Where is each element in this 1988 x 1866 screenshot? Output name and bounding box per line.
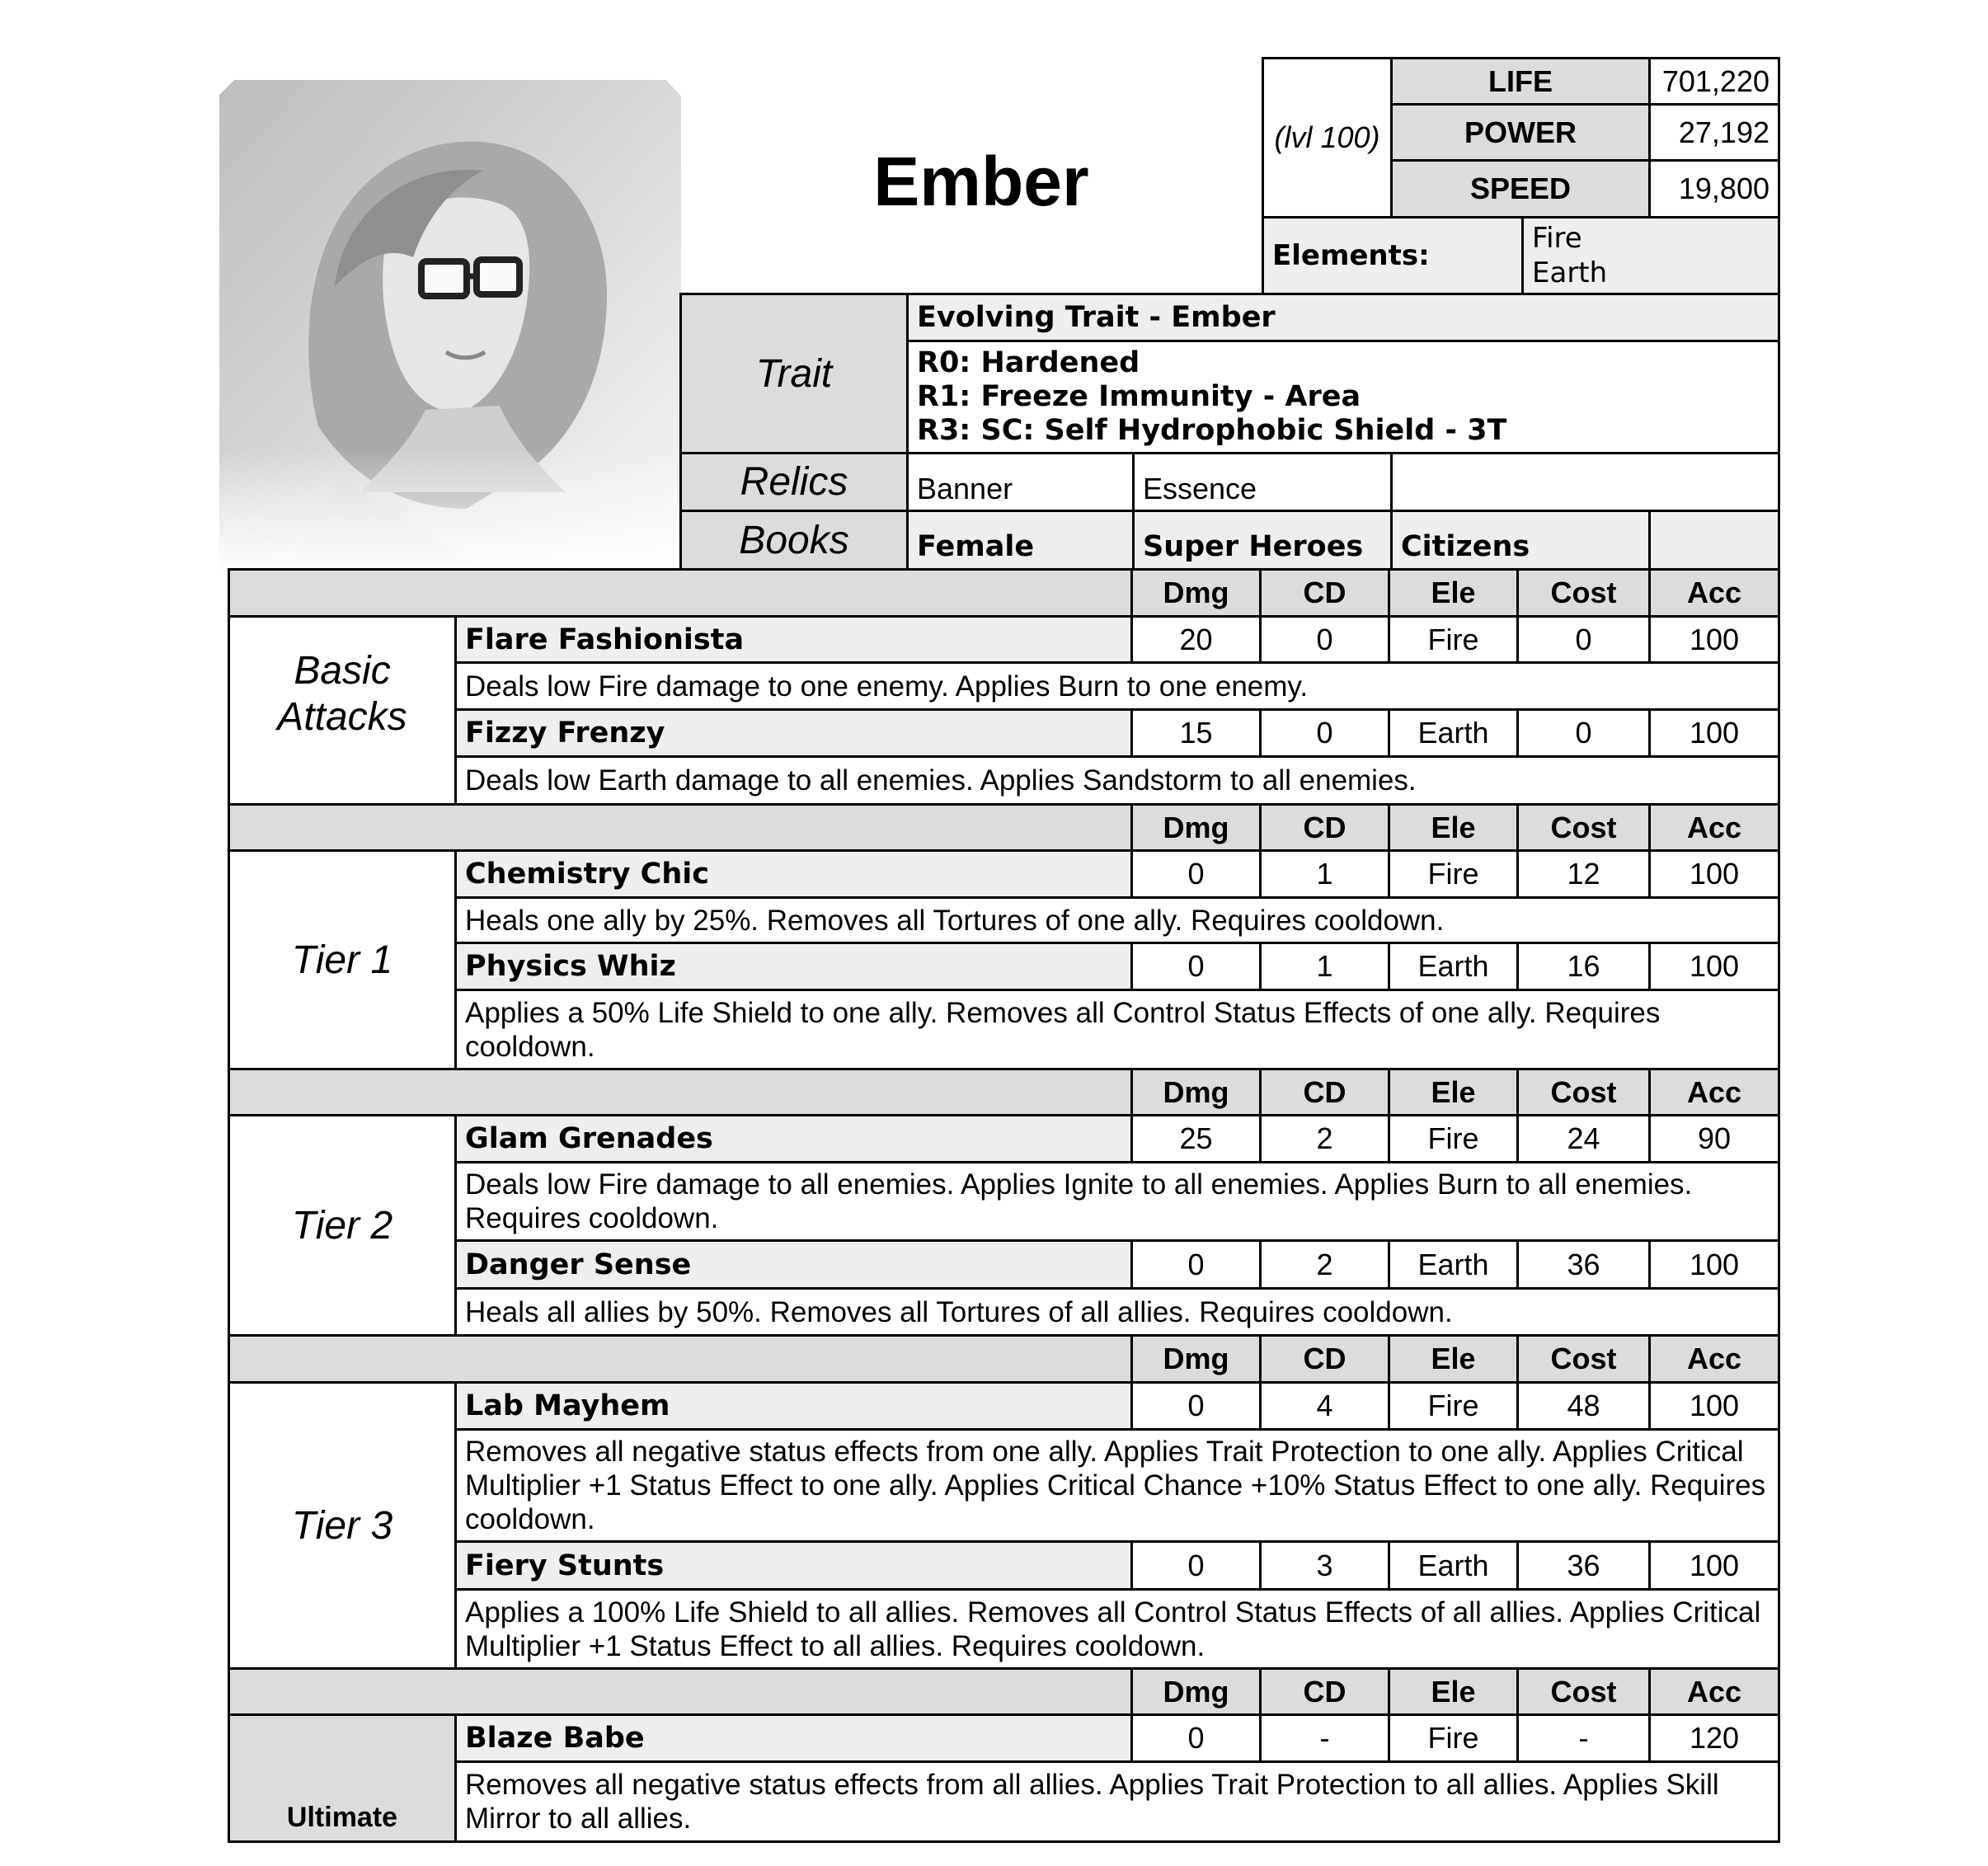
skill-ele: Fire [1388, 1381, 1519, 1431]
skill-cd: 2 [1259, 1114, 1390, 1163]
col-header-cd: CD [1259, 1334, 1390, 1384]
skill-name: Fiery Stunts [454, 1540, 1133, 1591]
section-header-bar [228, 1334, 1133, 1384]
skill-cost: 36 [1516, 1239, 1651, 1290]
skill-ele: Earth [1388, 942, 1519, 991]
col-header-cost: Cost [1516, 1334, 1651, 1384]
skill-cd: 3 [1259, 1540, 1390, 1591]
skill-dmg: 0 [1130, 942, 1262, 991]
skill-cost: 0 [1516, 615, 1651, 664]
col-header-ele: Ele [1388, 568, 1519, 618]
trait-rank-r0: R0: Hardened [917, 346, 1140, 379]
trait-ranks [906, 340, 1780, 454]
trait-title: Evolving Trait - Ember [906, 293, 1780, 342]
hero-level: (lvl 100) [1262, 57, 1393, 219]
skill-dmg: 20 [1130, 615, 1262, 664]
skill-ele: Fire [1388, 615, 1519, 664]
skill-acc: 100 [1648, 849, 1780, 899]
col-header-cost: Cost [1516, 803, 1651, 852]
skill-name: Blaze Babe [454, 1713, 1133, 1763]
skill-dmg: 0 [1130, 1540, 1262, 1591]
skill-name: Chemistry Chic [454, 849, 1133, 899]
skill-name: Flare Fashionista [454, 615, 1133, 664]
relic-1: Banner [906, 452, 1135, 512]
book-3: Citizens [1390, 510, 1651, 571]
col-header-ele: Ele [1388, 803, 1519, 852]
trait-rank-r3: R3: SC: Self Hydrophobic Shield - 3T [917, 414, 1507, 447]
stat-life-value: 701,220 [1648, 57, 1780, 106]
stat-speed-label: SPEED [1390, 159, 1651, 219]
skill-name: Danger Sense [454, 1239, 1133, 1290]
skill-cd: 1 [1259, 942, 1390, 991]
books-label: Books [679, 510, 909, 571]
skill-name: Physics Whiz [454, 942, 1133, 991]
elements-label: Elements: [1262, 216, 1524, 295]
skill-cd: 1 [1259, 849, 1390, 899]
stat-power-label: POWER [1390, 103, 1651, 162]
skill-dmg: 25 [1130, 1114, 1262, 1163]
skill-ele: Fire [1388, 1713, 1519, 1763]
col-header-dmg: Dmg [1130, 1068, 1262, 1116]
hero-portrait-icon [219, 80, 681, 571]
skill-acc: 90 [1648, 1114, 1780, 1163]
trait-label: Trait [679, 293, 909, 454]
element-earth: Earth [1532, 256, 1608, 289]
hero-name: Ember [873, 142, 1089, 220]
skill-ele: Earth [1388, 708, 1519, 758]
skill-ele: Fire [1388, 1114, 1519, 1163]
skill-cost: - [1516, 1713, 1651, 1763]
skill-cost: 0 [1516, 708, 1651, 758]
book-1: Female [906, 510, 1135, 571]
section-header-bar [228, 1068, 1133, 1116]
col-header-acc: Acc [1648, 1667, 1780, 1716]
skill-cost: 36 [1516, 1540, 1651, 1591]
col-header-cd: CD [1259, 1667, 1390, 1716]
skill-cd: 0 [1259, 708, 1390, 758]
col-header-dmg: Dmg [1130, 568, 1262, 618]
skill-acc: 100 [1648, 1239, 1780, 1290]
col-header-cost: Cost [1516, 568, 1651, 618]
section-label-basic-attacks: Basic Attacks [228, 615, 457, 806]
skill-description: Deals low Earth damage to all enemies. Applies Sandstorm to all enemies. [454, 755, 1780, 806]
section-header-bar [228, 803, 1133, 852]
skill-description: Heals one ally by 25%. Removes all Tortures of one ally. Requires cooldown. [454, 896, 1780, 944]
col-header-acc: Acc [1648, 1068, 1780, 1116]
skill-description: Heals all allies by 50%. Removes all Tortures of all allies. Requires cooldown. [454, 1287, 1780, 1337]
section-label-tier-3: Tier 3 [228, 1381, 457, 1670]
relic-3 [1390, 452, 1780, 512]
element-fire: Fire [1532, 222, 1582, 255]
col-header-ele: Ele [1388, 1334, 1519, 1384]
skill-cd: - [1259, 1713, 1390, 1763]
elements-values [1521, 216, 1780, 295]
section-label-tier-2: Tier 2 [228, 1114, 457, 1337]
skill-cost: 12 [1516, 849, 1651, 899]
skill-description: Deals low Fire damage to all enemies. Applies Ignite to all enemies. Applies Burn to all enemies. Requires cooldown. [454, 1161, 1780, 1242]
trait-rank-r1: R1: Freeze Immunity - Area [917, 380, 1361, 413]
skill-acc: 120 [1648, 1713, 1780, 1763]
section-header-bar [228, 1667, 1133, 1716]
col-header-dmg: Dmg [1130, 1667, 1262, 1716]
skill-cd: 2 [1259, 1239, 1390, 1290]
skill-description: Applies a 100% Life Shield to all allies. Removes all Control Status Effects of all allies. Applies Critical Multiplier +1 Status Effect to all allies. Requires cooldown. [454, 1588, 1780, 1670]
skill-cd: 4 [1259, 1381, 1390, 1431]
skill-description: Applies a 50% Life Shield to one ally. Removes all Control Status Effects of one ally. Requires cooldown. [454, 989, 1780, 1070]
section-label-tier-1: Tier 1 [228, 849, 457, 1070]
section-label-ultimate: Ultimate [228, 1713, 457, 1843]
book-4 [1648, 510, 1780, 571]
col-header-cd: CD [1259, 568, 1390, 618]
col-header-cost: Cost [1516, 1068, 1651, 1116]
skill-ele: Fire [1388, 849, 1519, 899]
col-header-acc: Acc [1648, 1334, 1780, 1384]
skill-description: Removes all negative status effects from all allies. Applies Trait Protection to all allies. Applies Skill Mirror to all allies. [454, 1760, 1780, 1843]
relics-label: Relics [679, 452, 909, 512]
skill-dmg: 15 [1130, 708, 1262, 758]
relic-2: Essence [1132, 452, 1393, 512]
skill-name: Fizzy Frenzy [454, 708, 1133, 758]
skill-ele: Earth [1388, 1540, 1519, 1591]
skill-dmg: 0 [1130, 1381, 1262, 1431]
skill-cd: 0 [1259, 615, 1390, 664]
col-header-acc: Acc [1648, 803, 1780, 852]
skill-acc: 100 [1648, 1540, 1780, 1591]
skill-acc: 100 [1648, 942, 1780, 991]
skill-acc: 100 [1648, 615, 1780, 664]
skill-dmg: 0 [1130, 849, 1262, 899]
skill-dmg: 0 [1130, 1239, 1262, 1290]
section-header-bar [228, 568, 1133, 618]
stat-speed-value: 19,800 [1648, 159, 1780, 219]
col-header-dmg: Dmg [1130, 803, 1262, 852]
col-header-ele: Ele [1388, 1068, 1519, 1116]
skill-cost: 16 [1516, 942, 1651, 991]
col-header-cd: CD [1259, 1068, 1390, 1116]
book-2: Super Heroes [1132, 510, 1393, 571]
skill-ele: Earth [1388, 1239, 1519, 1290]
stat-life-label: LIFE [1390, 57, 1651, 106]
skill-name: Lab Mayhem [454, 1381, 1133, 1431]
col-header-dmg: Dmg [1130, 1334, 1262, 1384]
skill-name: Glam Grenades [454, 1114, 1133, 1163]
col-header-cd: CD [1259, 803, 1390, 852]
skill-cost: 24 [1516, 1114, 1651, 1163]
skill-acc: 100 [1648, 1381, 1780, 1431]
col-header-cost: Cost [1516, 1667, 1651, 1716]
skill-acc: 100 [1648, 708, 1780, 758]
skill-cost: 48 [1516, 1381, 1651, 1431]
stat-power-value: 27,192 [1648, 103, 1780, 162]
col-header-ele: Ele [1388, 1667, 1519, 1716]
skill-description: Removes all negative status effects from one ally. Applies Trait Protection to one ally. Applies Critical Multiplier +1 Status Effect to one ally. Applies Critical Chance +10% Status Effect to one ally. Requires cooldown. [454, 1428, 1780, 1543]
col-header-acc: Acc [1648, 568, 1780, 618]
skill-description: Deals low Fire damage to one enemy. Applies Burn to one enemy. [454, 661, 1780, 711]
skill-dmg: 0 [1130, 1713, 1262, 1763]
